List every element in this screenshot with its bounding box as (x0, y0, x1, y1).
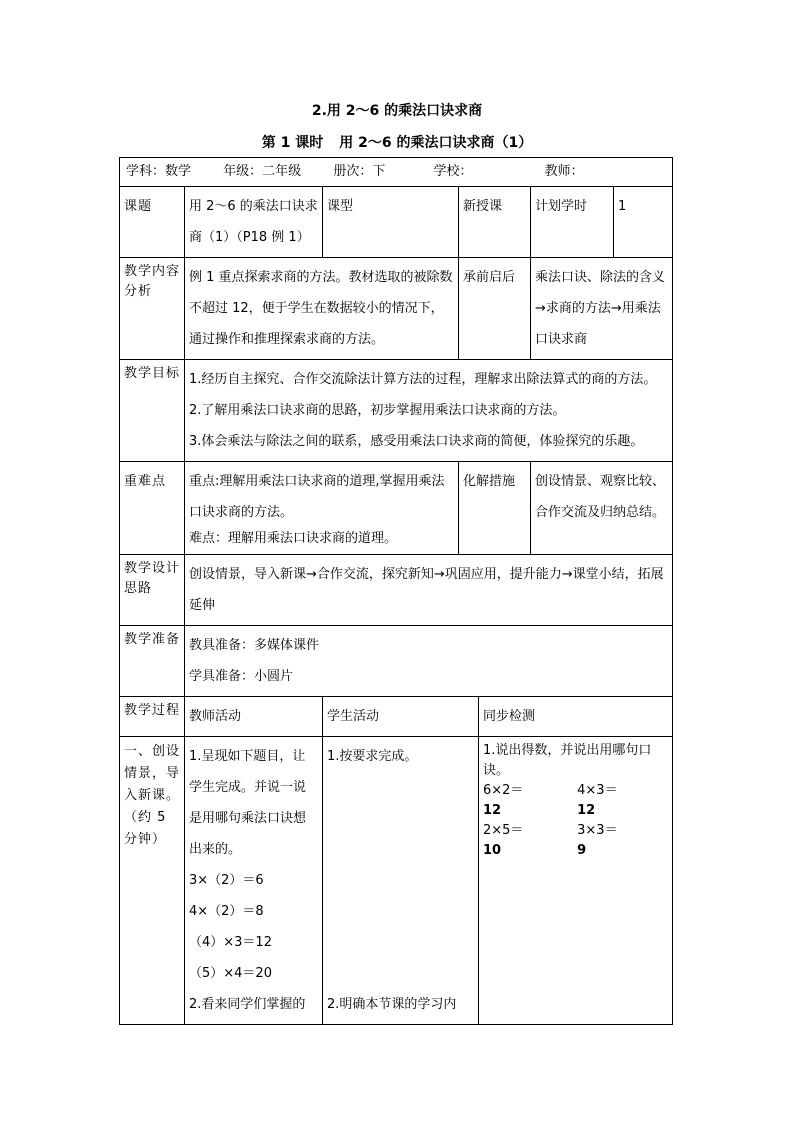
teacher-field: 教师： (544, 164, 584, 179)
col-check: 同步检测 (479, 697, 673, 737)
goals-row (120, 360, 673, 462)
prep-label: 教学准备 (120, 626, 185, 697)
equation: 4×（2）＝8 (189, 904, 264, 919)
design-label: 教学设计思路 (120, 555, 185, 626)
equation: （4）×3＝12 (189, 935, 272, 950)
equation: （5）×4＝20 (189, 966, 272, 981)
design-content: 创设情景，导入新课→合作交流，探究新知→巩固应用，提升能力→课堂小结，拓展延伸 (185, 555, 673, 626)
col-student: 学生活动 (323, 697, 479, 737)
grade-field: 年级：二年级 (223, 164, 302, 179)
student-step-2: 2.明确本节课的学习内 (327, 997, 457, 1012)
prep-content (185, 626, 673, 697)
teacher-activity (185, 737, 323, 1025)
goal-item: 2.了解用乘法口诀求商的思路，初步掌握用乘法口诀求商的方法。 (189, 403, 566, 418)
teacher-step-2: 2.看来同学们掌握的 (189, 997, 306, 1012)
col-teacher: 教师活动 (185, 697, 323, 737)
analysis-row (120, 258, 673, 360)
prep-row (120, 626, 673, 697)
subject-field: 学科：数学 (126, 164, 192, 179)
student-step-1: 1.按要求完成。 (327, 749, 418, 764)
link-label: 承前启后 (459, 258, 531, 360)
lesson-topic: 用 2～6 的乘法口诀求商（1） (339, 135, 533, 151)
goals-content (185, 360, 673, 462)
solve-label: 化解措施 (459, 462, 531, 555)
analysis-label: 教学内容分析 (120, 258, 185, 360)
teacher-step-1: 1.呈现如下题目，让学生完成。并说一说是用哪句乘法口诀想出来的。 (189, 749, 307, 857)
goal-item: 3.体会乘法与除法之间的联系，感受用乘法口诀求商的简便，体验探究的乐趣。 (189, 434, 644, 449)
volume-field: 册次：下 (333, 164, 386, 179)
stage-label: 一、创设情景，导入新课。（约 5 分钟） (120, 737, 185, 1025)
hard-point: 难点：理解用乘法口诀求商的道理。 (189, 531, 398, 546)
check-title: 1.说出得数，并说出用哪句口诀。 (483, 743, 652, 778)
topic-value: 用 2～6 的乘法口诀求商（1）（P18 例 1） (185, 187, 323, 258)
check-row (483, 821, 668, 861)
hours-value: 1 (614, 187, 673, 258)
design-row (120, 555, 673, 626)
goals-label: 教学目标 (120, 360, 185, 462)
check-item: 4×3＝12 (577, 783, 618, 818)
info-row (120, 158, 673, 187)
analysis-content: 例 1 重点探索求商的方法。教材选取的被除数不超过 12，便于学生在数据较小的情况下，通过操作和推理探索求商的方法。 (185, 258, 459, 360)
lesson-number: 第 1 课时 (261, 135, 324, 151)
key-point: 重点:理解用乘法口诀求商的道理,掌握用乘法口诀求商的方法。 (189, 474, 445, 520)
topic-label: 课题 (120, 187, 185, 258)
process-step-row (120, 737, 673, 1025)
goal-item: 1.经历自主探究、合作交流除法计算方法的过程，理解求出除法算式的商的方法。 (189, 372, 657, 387)
student-prep: 学具准备：小圆片 (189, 669, 294, 684)
teacher-prep: 教具准备：多媒体课件 (189, 638, 320, 653)
student-activity (323, 737, 479, 1025)
check-item: 6×2＝12 (483, 783, 524, 818)
lesson-subtitle (0, 133, 794, 153)
type-label: 课型 (323, 187, 459, 258)
difficulty-label: 重难点 (120, 462, 185, 555)
type-value: 新授课 (459, 187, 531, 258)
check-item: 3×3＝9 (577, 823, 618, 858)
school-field: 学校： (433, 164, 473, 179)
process-label: 教学过程 (120, 697, 185, 737)
check-row (483, 781, 668, 821)
solve-value: 创设情景、观察比较、合作交流及归纳总结。 (531, 462, 673, 555)
document-title: 2.用 2～6 的乘法口诀求商 (311, 103, 483, 119)
process-header-row (120, 697, 673, 737)
link-value: 乘法口诀、除法的含义→求商的方法→用乘法口诀求商 (531, 258, 673, 360)
lesson-plan-table (119, 157, 673, 1025)
topic-row (120, 187, 673, 258)
difficulty-row (120, 462, 673, 555)
check-item: 2×5＝10 (483, 823, 524, 858)
equation: 3×（2）＝6 (189, 873, 264, 888)
hours-label: 计划学时 (531, 187, 614, 258)
sync-check (479, 737, 673, 1025)
difficulty-content (185, 462, 459, 555)
